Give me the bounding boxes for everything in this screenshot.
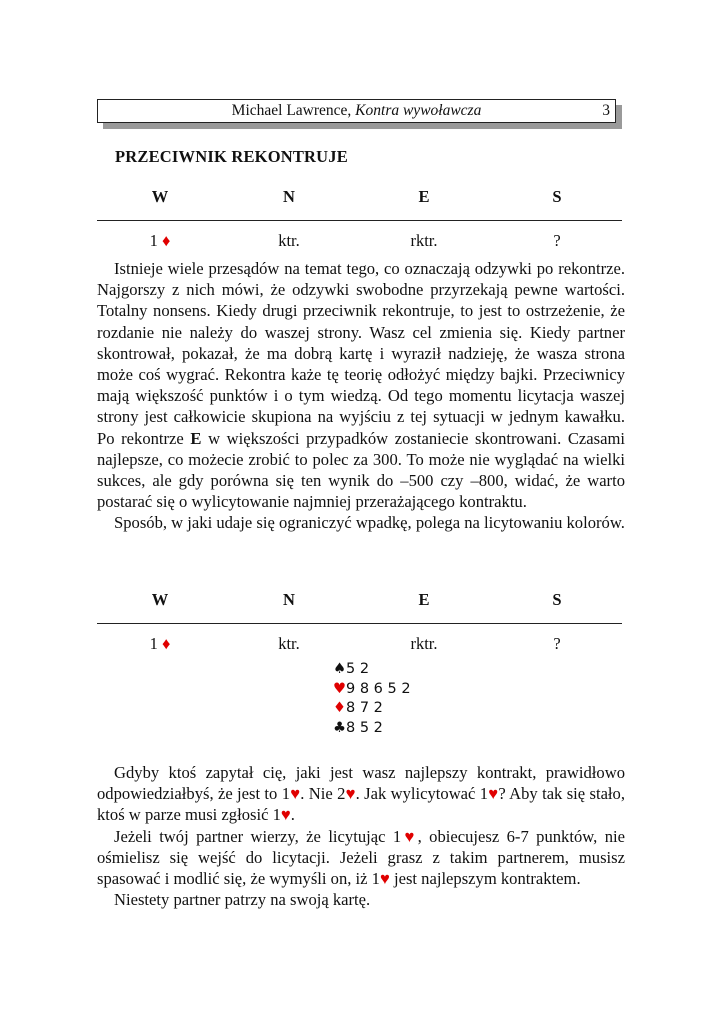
heart-icon: ♥ [401, 826, 418, 846]
bid-level: 1 [149, 231, 158, 250]
header-book-title: Kontra wywoławcza [355, 102, 482, 119]
seat-east: E [418, 590, 430, 609]
bidding-header-row [97, 187, 622, 211]
heart-icon: ♥ [280, 805, 291, 825]
seat-south: S [552, 590, 562, 609]
seat-north: N [283, 590, 295, 609]
seat-south: S [552, 187, 562, 206]
paragraph [97, 889, 625, 910]
paragraph-text: Niestety partner patrzy na swoją kartę. [114, 890, 371, 910]
header-box [97, 99, 616, 123]
bid-south: ? [553, 634, 561, 653]
spade-cards: 5 2 [346, 661, 370, 677]
paragraph [97, 512, 625, 533]
body-text-1 [97, 258, 625, 534]
page-number: 3 [602, 102, 610, 119]
bid-north: ktr. [278, 231, 300, 250]
diamond-cards: 8 7 2 [346, 700, 383, 717]
paragraph-text: Gdyby ktoś zapytał cię, jaki jest wasz najlepszy kontrakt, prawidłowo odpowiedziałbyś, że jest to 1 [97, 763, 625, 804]
bidding-table-2 [97, 590, 622, 658]
hand-diamonds [333, 699, 411, 719]
spade-icon: ♠ [333, 661, 346, 677]
paragraph-text: . Nie 2 [300, 784, 346, 804]
hand-diagram [333, 660, 411, 739]
heart-icon: ♥ [345, 784, 356, 804]
bid-level: 1 [149, 634, 158, 653]
hand-spades [333, 660, 411, 680]
bidding-rule [97, 623, 622, 624]
bid-east: rktr. [410, 231, 438, 250]
paragraph-text: jest najlepszym kontraktem. [389, 869, 581, 889]
paragraph-text: Jeżeli twój partner wierzy, że licytując 1 [114, 826, 402, 846]
heart-cards: 9 8 6 5 2 [346, 680, 411, 697]
hand-hearts [333, 680, 411, 700]
bidding-header-row [97, 590, 622, 614]
diamond-icon: ♦ [161, 634, 171, 653]
paragraph [97, 762, 625, 826]
paragraph-text: ? Aby tak się stało, ktoś w parze musi zgłosić 1 [97, 784, 625, 825]
paragraph-text: w większości przypadków zostaniecie skontrowani. Czasami najlepsze, co możecie zrobić to polec za 300. To może nie wyglądać na wielki sukces, ale gdy porówna się ten wynik do –500 czy –800, widać, że warto postarać się o wylicytowanie najmniej przerażającego kontraktu. [97, 428, 625, 512]
bidding-row [97, 634, 622, 658]
diamond-icon: ♦ [161, 231, 171, 250]
bid-south: ? [553, 231, 561, 250]
bidding-rule [97, 220, 622, 221]
header-author: Michael Lawrence, [231, 102, 352, 119]
bidding-row [97, 231, 622, 255]
heart-icon: ♥ [379, 869, 390, 889]
paragraph-text: . Jak wylicytować 1 [355, 784, 489, 804]
seat-north: N [283, 187, 295, 206]
heart-icon: ♥ [333, 680, 346, 697]
body-text-2 [97, 762, 625, 910]
paragraph-text: Sposób, w jaki udaje się ograniczyć wpadkę, polega na licytowaniu kolorów. [114, 513, 625, 533]
heart-icon: ♥ [290, 784, 301, 804]
paragraph-text: , obiecujesz 6-7 punktów, nie ośmielisz się wejść do licytacji. Jeżeli grasz z takim partnerem, musisz spasować i modlić się, że wymyśli on, iż 1 [97, 826, 626, 889]
paragraph-text: . [290, 805, 295, 825]
bid-north: ktr. [278, 634, 300, 653]
paragraph [97, 826, 625, 890]
bid-east: rktr. [410, 634, 438, 653]
club-cards: 8 5 2 [346, 720, 383, 737]
seat-west: W [151, 187, 169, 206]
paragraph-text: Istnieje wiele przesądów na temat tego, co oznaczają odzywki po rekontrze. Najgorszy z nich mówi, że odzywki swobodne przyrzekają pewne wartości. Totalny nonsens. Kiedy drugi przeciwnik rekontruje, to jest to ostrzeżenie, że rozdanie nie należy do waszej strony. Wasz cel zmienia się. Kiedy partner skontrował, pokazał, że ma dobrą kartę i wyraził nadzieję, że wasza strona może coś wygrać. Rekontra każe tę teorię odłożyć między bajki. Przeciwnicy mają większość punktów i o tym wiedzą. Od tego momentu licytacja waszej strony jest całkowicie skupiona na wyjściu z tej sytuacji w jednym kawałku. Po rekontrze [97, 259, 625, 448]
section-heading: PRZECIWNIK REKONTRUJE [115, 147, 348, 166]
seat-east: E [418, 187, 430, 206]
hand-clubs [333, 719, 411, 739]
bid-west [110, 634, 210, 654]
running-header [97, 99, 622, 129]
paragraph [97, 258, 625, 512]
club-icon: ♣ [333, 720, 346, 737]
header-title [98, 100, 615, 122]
bidding-table-1 [97, 187, 622, 255]
seat-west: W [151, 590, 169, 609]
bid-west [110, 231, 210, 251]
seat-east-bold: E [190, 428, 202, 448]
heart-icon: ♥ [488, 784, 499, 804]
diamond-icon: ♦ [333, 700, 346, 717]
